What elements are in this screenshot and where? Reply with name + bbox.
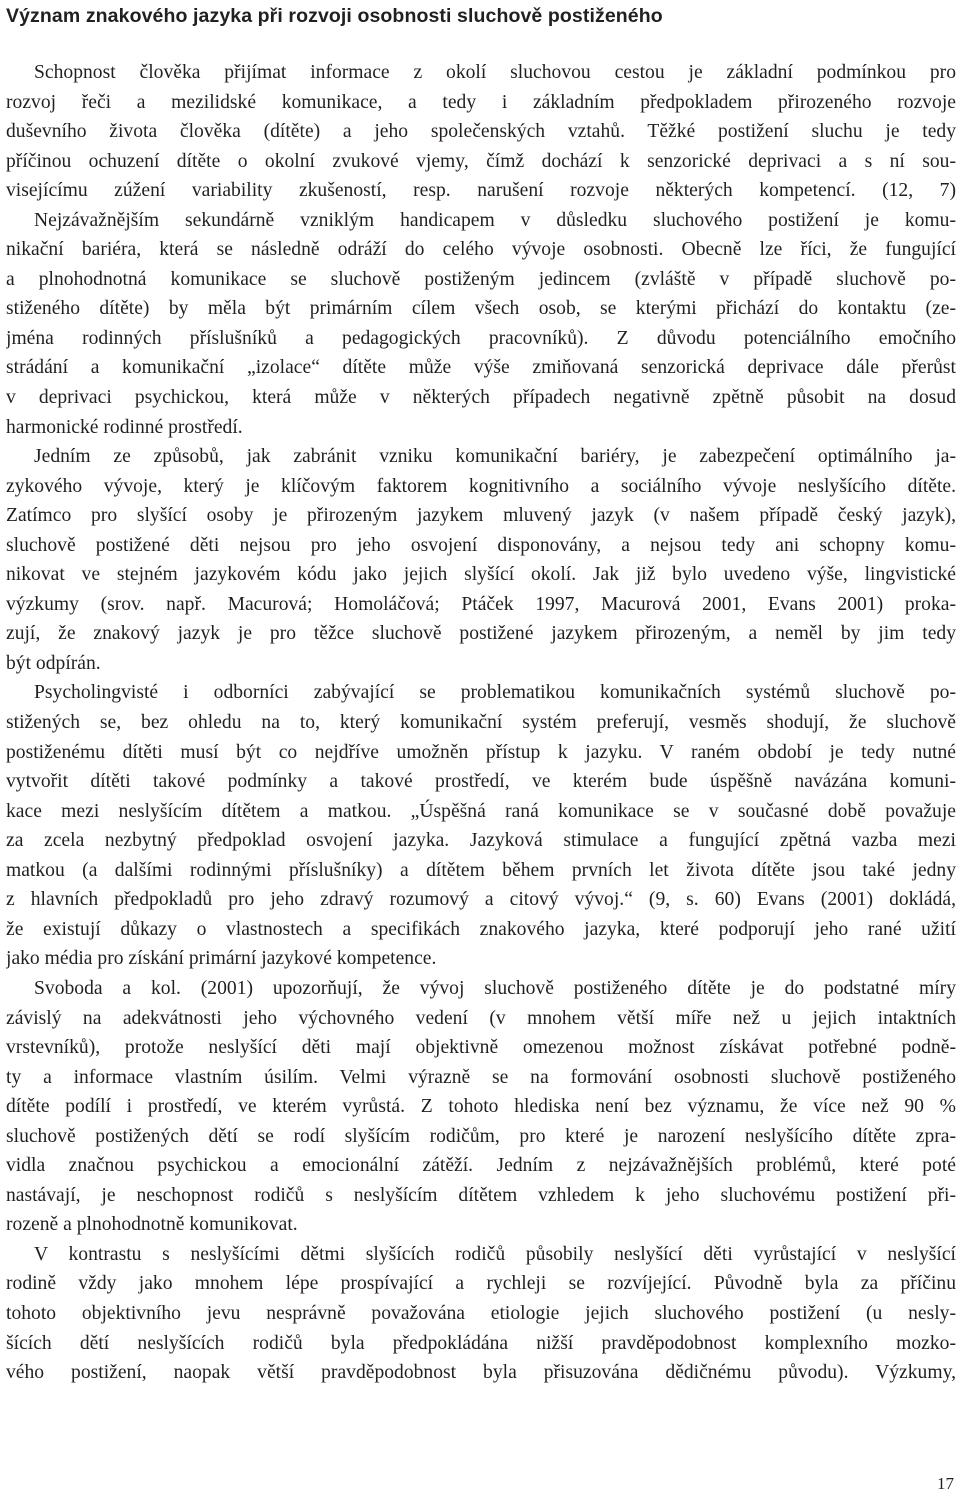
text-line: tohoto objektivního jevu nesprávně považována etiologie jejich sluchového postižení (u nesly- [6, 1302, 956, 1324]
text-line: zykového vývoje, který je klíčovým faktorem kognitivního a sociálního vývoje neslyšícího dítěte. [6, 475, 956, 497]
text-line: dítěte podílí i prostředí, ve kterém vyrůstá. Z tohoto hlediska není bez významu, že více než 90 % [6, 1096, 956, 1118]
text-line: stižených se, bez ohledu na to, který komunikační systém preferují, vesměs shodují, že sluchově [6, 712, 956, 734]
text-line: v deprivaci psychickou, která může v některých případech negativně zpětně působit na dosud [6, 387, 956, 409]
text-line: rozvoj řeči a mezilidské komunikace, a tedy i základním předpokladem přirozeného rozvoje [6, 91, 956, 113]
page-title: Význam znakového jazyka při rozvoji osobnosti sluchově postiženého [6, 5, 663, 27]
body-text [6, 58, 956, 1388]
text-line: a plnohodnotná komunikace se sluchově postiženým jedincem (zvláště v případě sluchově po- [6, 268, 956, 290]
text-line: ty a informace vlastním úsilím. Velmi výrazně se na formování osobnosti sluchově postiženého [6, 1066, 956, 1088]
text-line: z hlavních předpokladů pro jeho zdravý rozumový a citový vývoj.“ (9, s. 60) Evans (2001) dokládá, [6, 889, 956, 911]
text-line: Psycholingvisté i odborníci zabývající se problematikou komunikačních systémů sluchově po- [34, 682, 956, 704]
text-line: být odpírán. [6, 652, 101, 674]
text-line: nastávají, je neschopnost rodičů s neslyšícím dítětem vzhledem k jeho sluchovému postižení při- [6, 1184, 956, 1206]
text-line: matkou (a dalšími rodinnými příslušníky) a dítětem během prvních let života dítěte jsou také jedny [6, 859, 956, 881]
text-line: Nejzávažnějším sekundárně vzniklým handicapem v důsledku sluchového postižení je komu- [34, 209, 956, 231]
text-line: harmonické rodinné prostředí. [6, 416, 243, 438]
text-line: nikační bariéra, která se následně odráží do celého vývoje osobnosti. Obecně lze říci, že fungující [6, 239, 956, 261]
text-line: stiženého dítěte) by měla být primárním cílem všech osob, se kterými přichází do kontaktu (ze- [6, 298, 956, 320]
text-line: že existují důkazy o vlastnostech a specifikách znakového jazyka, které podporují jeho rané užití [6, 918, 956, 940]
text-line: vého postižení, naopak větší pravděpodobnost byla přisuzována dědičnému původu). Výzkumy, [6, 1362, 956, 1384]
text-line: strádání a komunikační „izolace“ dítěte může výše zmiňovaná senzorická deprivace dále přerůst [6, 357, 956, 379]
text-line: visejícímu zúžení variability zkušeností, resp. narušení rozvoje některých kompetencí. (12, 7) [6, 180, 956, 202]
text-line: Schopnost člověka přijímat informace z okolí sluchovou cestou je základní podmínkou pro [34, 62, 956, 83]
text-line: závislý na adekvátnosti jeho výchovného vedení (v mnohem větší míře než u jejich intaktních [6, 1007, 956, 1029]
text-line: příčinou ochuzení dítěte o okolní zvukové vjemy, čímž dochází k senzorické deprivaci a s ní sou- [6, 150, 956, 172]
text-line: Jedním ze způsobů, jak zabránit vzniku komunikační bariéry, je zabezpečení optimálního ja- [34, 446, 956, 468]
text-line: nikovat ve stejném jazykovém kódu jako jejich slyšící okolí. Jak již bylo uvedeno výše, lingvistické [6, 564, 956, 586]
text-line: postiženému dítěti musí být co nejdříve umožněn přístup k jazyku. V raném období je tedy nutné [6, 741, 956, 763]
text-line: za zcela nezbytný předpoklad osvojení jazyka. Jazyková stimulace a fungující zpětná vazba mezi [6, 830, 956, 852]
text-line: sluchově postižené děti nejsou pro jeho osvojení disponovány, a nejsou tedy ani schopny komu- [6, 534, 956, 556]
text-line: duševního života člověka (dítěte) a jeho společenských vztahů. Těžké postižení sluchu je tedy [6, 121, 956, 143]
text-line: vytvořit dítěti takové podmínky a takové prostředí, ve kterém bude úspěšně navázána komuni- [6, 771, 956, 793]
text-line: Svoboda a kol. (2001) upozorňují, že vývoj sluchově postiženého dítěte je do podstatné míry [34, 977, 956, 999]
text-line: šících dětí neslyšících rodičů byla předpokládána nižší pravděpodobnost komplexního mozko- [6, 1332, 956, 1354]
text-line: výzkumy (srov. např. Macurová; Homoláčová; Ptáček 1997, Macurová 2001, Evans 2001) proka- [6, 593, 956, 615]
text-line: vrstevníků), protože neslyšící děti mají objektivně omezenou možnost získávat potřebné podně- [6, 1037, 956, 1059]
text-line: sluchově postižených dětí se rodí slyšícím rodičům, pro které je narození neslyšícího dítěte zpra- [6, 1125, 956, 1147]
text-line: kace mezi neslyšícím dítětem a matkou. „Úspěšná raná komunikace se v současné době považuje [6, 800, 956, 822]
text-line: rodině vždy jako mnohem lépe prospívající a rychleji se rozvíjející. Původně byla za příčinu [6, 1273, 956, 1295]
text-line: V kontrastu s neslyšícími dětmi slyšících rodičů působily neslyšící děti vyrůstající v neslyšící [34, 1243, 956, 1265]
text-line: Zatímco pro slyšící osoby je přirozeným jazykem mluvený jazyk (v našem případě český jazyk), [6, 505, 956, 527]
text-line: rozeně a plnohodnotně komunikovat. [6, 1214, 298, 1236]
text-line: zují, že znakový jazyk je pro těžce sluchově postižené jazykem přirozeným, a neměl by jim tedy [6, 623, 956, 645]
text-line: jako média pro získání primární jazykové kompetence. [6, 948, 437, 970]
page-number: 17 [937, 1474, 954, 1493]
text-line: vidla značnou psychickou a emocionální zátěží. Jedním z nejzávažnějších problémů, které poté [6, 1155, 956, 1177]
text-line: jména rodinných příslušníků a pedagogických pracovníků). Z důvodu potenciálního emočního [6, 327, 956, 349]
